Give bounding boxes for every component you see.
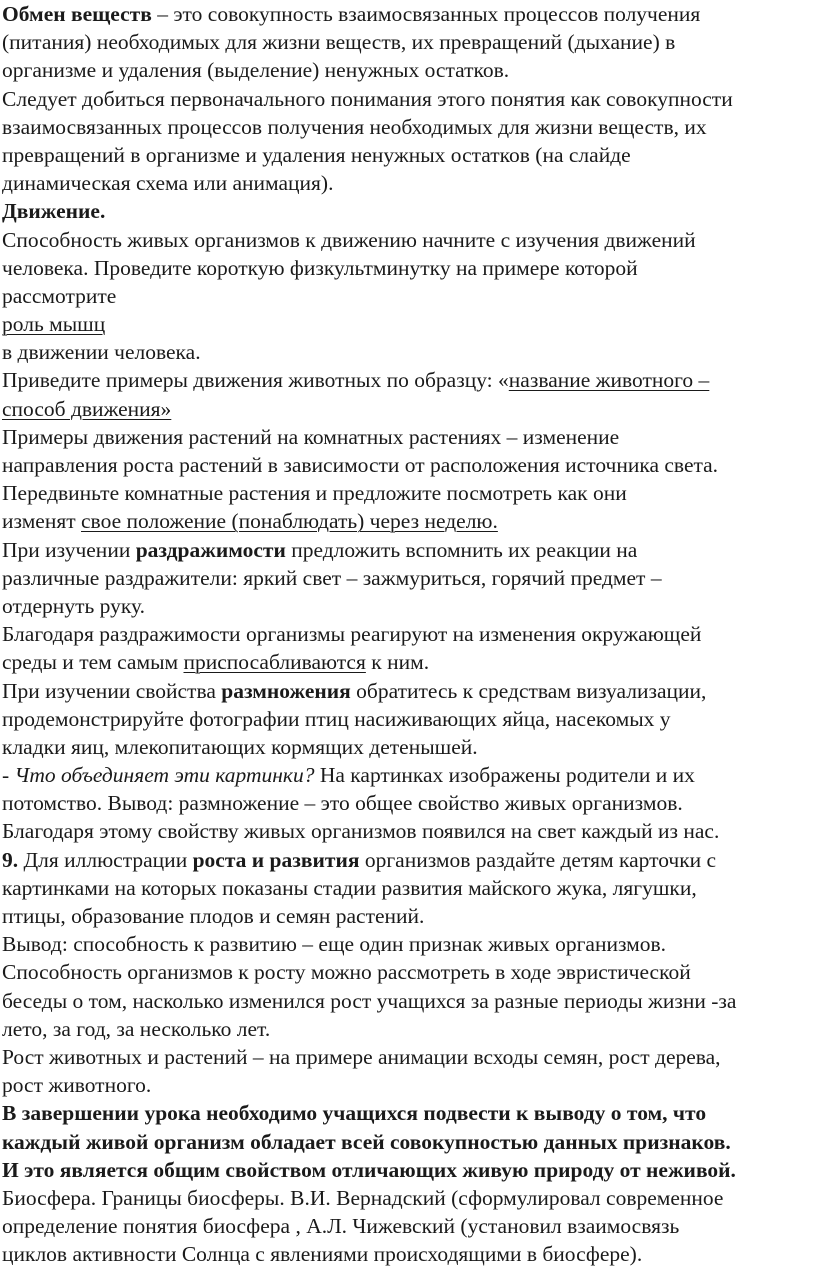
text-line: [2, 536, 816, 564]
bold-text: размножения: [221, 678, 351, 703]
text-run: Вывод: способность к развитию – еще один признак живых организмов.: [2, 932, 667, 957]
text-line: [2, 395, 816, 423]
text-line: [2, 0, 816, 28]
text-line: [2, 254, 816, 282]
text-line: [2, 169, 816, 197]
text-line: [2, 479, 816, 507]
text-line: [2, 958, 816, 986]
text-line: [2, 620, 816, 648]
text-line: [2, 733, 816, 761]
text-line: [2, 648, 816, 676]
text-run: Следует добиться первоначального понимания этого понятия как совокупности: [2, 86, 733, 111]
text-run: При изучении свойства: [2, 678, 222, 703]
text-line: [2, 1156, 816, 1184]
underlined-text: способ движения»: [2, 396, 172, 421]
text-line: [2, 761, 816, 789]
text-run: потомство. Вывод: размножение – это общее свойство живых организмов.: [2, 791, 683, 816]
text-line: [2, 987, 816, 1015]
text-run: циклов активности Солнца с явлениями происходящими в биосфере).: [2, 1242, 643, 1267]
text-run: Благодаря раздражимости организмы реагируют на изменения окружающей: [2, 622, 702, 647]
underlined-text: название животного –: [508, 368, 710, 393]
text-run: Способность живых организмов к движению начните с изучения движений: [2, 227, 696, 252]
text-run: Способность организмов к росту можно рассмотреть в ходе эвристической: [2, 960, 691, 985]
bold-text: И это является общим свойством отличающих живую природу от неживой.: [2, 1157, 736, 1182]
text-line: [2, 789, 816, 817]
text-line: [2, 507, 816, 535]
text-line: [2, 56, 816, 84]
text-run: На картинках изображены родители и их: [314, 763, 695, 788]
bold-text: каждый живой организм обладает всей совокупностью данных признаков.: [2, 1129, 731, 1154]
text-line: [2, 113, 816, 141]
underlined-text: свое положение (понаблюдать) через неделю.: [81, 509, 498, 534]
text-line: [2, 141, 816, 169]
text-run: в движении человека.: [2, 340, 201, 365]
text-run: организме и удаления (выделение) ненужных остатков.: [2, 58, 510, 83]
text-run: отдернуть руку.: [2, 593, 145, 618]
text-run: Приведите примеры движения животных по образцу: «: [2, 368, 509, 393]
text-line: [2, 902, 816, 930]
text-line: [2, 366, 816, 394]
text-line: [2, 1184, 816, 1212]
text-line: [2, 1128, 816, 1156]
text-line: [2, 28, 816, 56]
text-line: [2, 817, 816, 845]
text-line: [2, 846, 816, 874]
text-run: взаимосвязанных процессов получения необходимых для жизни веществ, их: [2, 114, 707, 139]
text-run: -: [2, 763, 15, 788]
text-line: [2, 677, 816, 705]
text-line: [2, 705, 816, 733]
text-run: При изучении: [2, 537, 136, 562]
text-line: [2, 874, 816, 902]
text-line: [2, 564, 816, 592]
text-line: [2, 451, 816, 479]
text-run: направления роста растений в зависимости от расположения источника света.: [2, 453, 719, 477]
text-run: к ним.: [365, 650, 430, 675]
text-run: Передвиньте комнатные растения и предложите посмотреть как они: [2, 481, 627, 506]
text-line: [2, 85, 816, 113]
underlined-text: приспосабливаются: [183, 650, 366, 675]
text-line: [2, 1071, 816, 1099]
text-run: птицы, образование плодов и семян растений.: [2, 904, 425, 928]
text-run: предложить вспомнить их реакции на: [285, 537, 638, 562]
text-run: рассмотрите: [2, 283, 117, 308]
text-line: [2, 1043, 816, 1071]
text-run: кладки яиц, млекопитающих кормящих детенышей.: [2, 734, 478, 759]
text-run: Благодаря этому свойству живых организмов появился на свет каждый из нас.: [2, 819, 720, 844]
text-line: [2, 282, 816, 310]
text-line: [2, 310, 816, 338]
text-run: определение понятия биосфера , А.Л. Чижевский (установил взаимосвязь: [2, 1214, 680, 1239]
text-run: Примеры движения растений на комнатных растениях – изменение: [2, 424, 620, 449]
text-run: различные раздражители: яркий свет – зажмуриться, горячий предмет –: [2, 565, 662, 590]
text-line: [2, 1015, 816, 1043]
text-line: [2, 1099, 816, 1127]
text-run: рост животного.: [2, 1073, 152, 1098]
text-run: превращений в организме и удаления ненужных остатков (на слайде: [2, 142, 631, 167]
text-line: [2, 1212, 816, 1240]
text-run: организмов раздайте детям карточки с: [359, 847, 717, 872]
text-run: Биосфера. Границы биосферы. В.И. Вернадский (сформулировал современное: [2, 1185, 724, 1210]
bold-text: Обмен веществ: [2, 2, 152, 26]
document-body: [2, 0, 816, 1268]
underlined-text: роль мышц: [2, 312, 106, 337]
text-line: [2, 592, 816, 620]
text-run: изменят: [2, 509, 82, 534]
italic-text: Что объединяет эти картинки?: [14, 763, 315, 788]
text-run: обратитесь к средствам визуализации,: [350, 678, 707, 703]
text-run: продемонстрируйте фотографии птиц насиживающих яйца, насекомых у: [2, 706, 671, 731]
text-line: [2, 930, 816, 958]
text-line: [2, 197, 816, 225]
text-run: Рост животных и растений – на примере анимации всходы семян, рост дерева,: [2, 1044, 721, 1069]
text-run: лето, за год, за несколько лет.: [2, 1016, 271, 1041]
text-line: [2, 338, 816, 366]
text-run: человека. Проведите короткую физкультминутку на примере которой: [2, 255, 638, 280]
text-run: картинками на которых показаны стадии развития майского жука, лягушки,: [2, 875, 697, 900]
text-run: среды и тем самым: [2, 650, 184, 675]
text-line: [2, 226, 816, 254]
text-run: Для иллюстрации: [18, 847, 193, 872]
text-line: [2, 423, 816, 451]
bold-text: 9.: [2, 847, 19, 872]
bold-text: Движение.: [2, 199, 106, 224]
text-run: – это совокупность взаимосвязанных процессов получения: [151, 2, 701, 26]
bold-text: раздражимости: [135, 537, 286, 562]
text-run: динамическая схема или анимация).: [2, 171, 334, 196]
bold-text: В завершении урока необходимо учащихся подвести к выводу о том, что: [2, 1101, 707, 1126]
text-line: [2, 1240, 816, 1268]
text-run: (питания) необходимых для жизни веществ, их превращений (дыхание) в: [2, 30, 676, 55]
bold-text: роста и развития: [192, 847, 360, 872]
text-run: беседы о том, насколько изменился рост учащихся за разные периоды жизни -за: [2, 988, 737, 1013]
